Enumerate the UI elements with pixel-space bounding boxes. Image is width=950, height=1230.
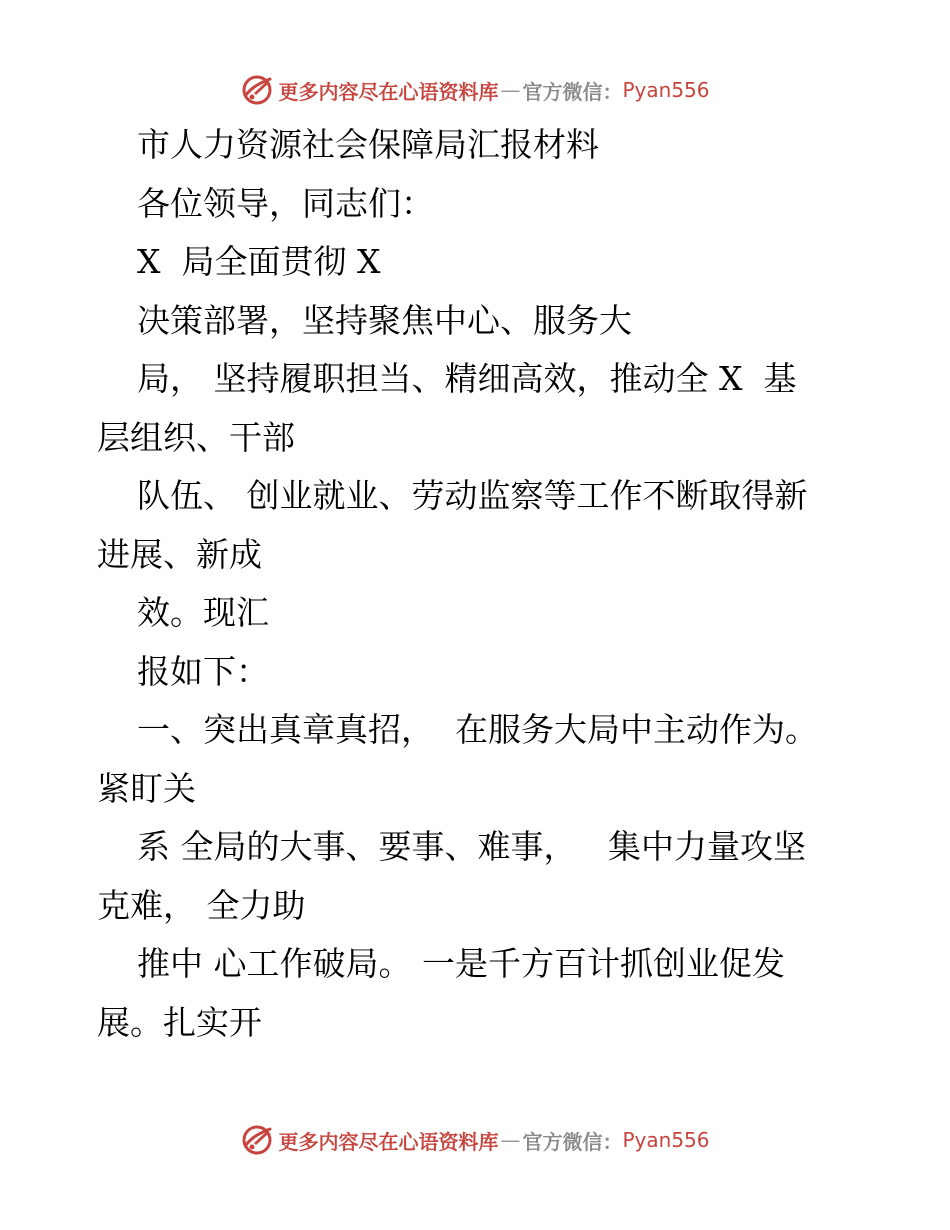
document-line: 系 全局的大事、要事、难事， 集中力量攻坚 bbox=[137, 827, 806, 866]
document-line: 报如下： bbox=[137, 651, 269, 691]
document-line: 层组织、干部 bbox=[97, 417, 295, 457]
document-line: 效。现汇 bbox=[137, 593, 269, 632]
watermark-dash: — bbox=[500, 1128, 521, 1152]
document-line: 一、突出真章真招， 在服务大局中主动作为。 bbox=[137, 710, 818, 749]
watermark-dash: — bbox=[500, 78, 521, 102]
document-line: 克难， 全力助 bbox=[97, 885, 306, 925]
document-line: 各位领导，同志们： bbox=[137, 183, 434, 223]
document-line: 展。扎实开 bbox=[97, 1002, 262, 1042]
watermark-footer bbox=[0, 1120, 950, 1160]
watermark-text: 更多内容尽在心语资料库 bbox=[278, 1129, 499, 1154]
watermark-official-label: 官方微信： bbox=[522, 79, 623, 104]
document-line: X 局全面贯彻 X bbox=[137, 242, 381, 281]
document-line: 市人力资源社会保障局汇报材料 bbox=[137, 125, 599, 164]
document-body bbox=[97, 116, 842, 1052]
watermark-official-label: 官方微信： bbox=[522, 1129, 623, 1154]
document-line: 局， 坚持履职担当、精细高效，推动全 X 基 bbox=[137, 359, 797, 398]
pen-swirl-logo-icon bbox=[240, 73, 274, 107]
document-line: 紧盯关 bbox=[97, 768, 196, 808]
watermark-header bbox=[0, 70, 950, 110]
pen-swirl-logo-icon bbox=[240, 1123, 274, 1157]
watermark-wechat-id: Pyan556 bbox=[622, 78, 710, 102]
document-line: 推中 心工作破局。 一是千方百计抓创业促发 bbox=[137, 944, 785, 983]
document-line: 进展、新成 bbox=[97, 534, 262, 574]
watermark-wechat-id: Pyan556 bbox=[622, 1128, 710, 1152]
watermark-text: 更多内容尽在心语资料库 bbox=[278, 79, 499, 104]
document-line: 决策部署，坚持聚焦中心、服务大 bbox=[137, 300, 632, 340]
document-line: 队伍、 创业就业、劳动监察等工作不断取得新 bbox=[137, 476, 808, 515]
